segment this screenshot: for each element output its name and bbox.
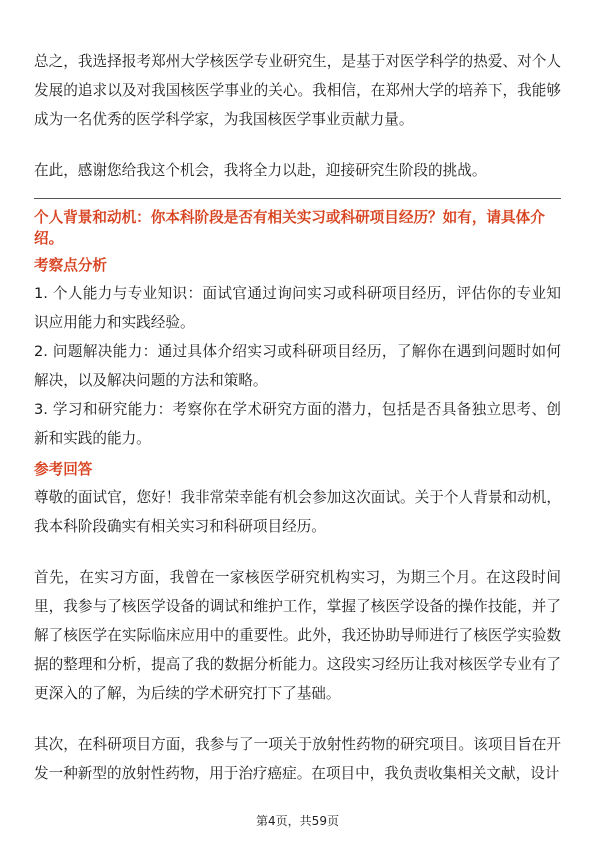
- answer-paragraph: 其次，在科研项目方面，我参与了一项关于放射性药物的研究项目。该项目旨在开发一种新型的放射性药物，用于治疗癌症。在项目中，我负责收集相关文献，设计: [34, 736, 561, 782]
- interview-question: 个人背景和动机：你本科阶段是否有相关实习或科研项目经历？如有，请具体介绍。: [34, 209, 545, 247]
- document-page: [34, 47, 561, 788]
- answer-heading: 参考回答: [34, 461, 93, 478]
- analysis-point: 2. 问题解决能力：通过具体介绍实习或科研项目经历，了解你在遇到问题时如何解决，以及解决问题的方法和策略。: [34, 343, 561, 389]
- paragraph-spacer: [34, 541, 561, 563]
- answer-paragraph: 尊敬的面试官，您好！我非常荣幸能有机会参加这次面试。关于个人背景和动机，我本科阶段确实有相关实习和科研项目经历。: [34, 489, 561, 535]
- analysis-point: 1. 个人能力与专业知识：面试官通过询问实习或科研项目经历，评估你的专业知识应用能力和实践经验。: [34, 285, 561, 331]
- conclusion-paragraph: 总之，我选择报考郑州大学核医学专业研究生，是基于对医学科学的热爱、对个人发展的追求以及对我国核医学事业的关心。我相信，在郑州大学的培养下，我能够成为一名优秀的医学科学家，为我国核医学事业贡献力量。: [34, 53, 561, 128]
- page-number-footer: 第4页，共59页: [256, 814, 339, 828]
- section-divider: [34, 198, 561, 199]
- analysis-heading: 考察点分析: [34, 257, 107, 274]
- answer-paragraph: 首先，在实习方面，我曾在一家核医学研究机构实习，为期三个月。在这段时间里，我参与了核医学设备的调试和维护工作，掌握了核医学设备的操作技能，并了解了核医学在实际临床应用中的重要性。此外，我还协助导师进行了核医学实验数据的整理和分析，提高了我的数据分析能力。这段实习经历让我对核医学专业有了更深入的了解，为后续的学术研究打下了基础。: [34, 569, 561, 702]
- analysis-point: 3. 学习和研究能力：考察你在学术研究方面的潜力，包括是否具备独立思考、创新和实践的能力。: [34, 401, 561, 447]
- paragraph-spacer: [34, 708, 561, 730]
- paragraph-spacer: [34, 134, 561, 156]
- thanks-paragraph: 在此，感谢您给我这个机会，我将全力以赴，迎接研究生阶段的挑战。: [34, 162, 487, 179]
